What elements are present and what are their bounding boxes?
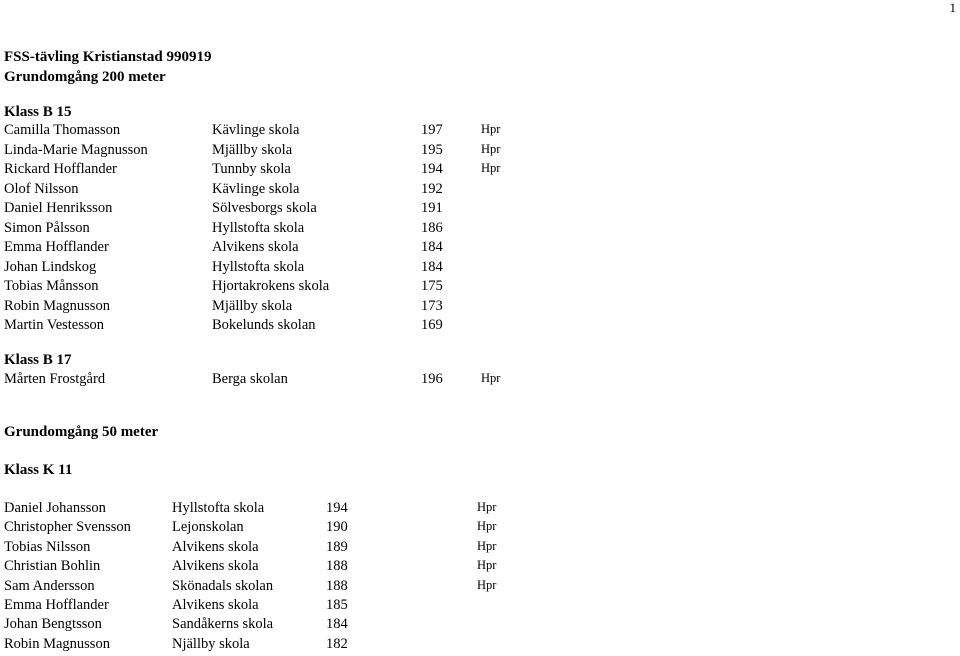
result-school: Lejonskolan (172, 519, 244, 536)
result-row (0, 142, 960, 162)
result-score: 184 (421, 239, 443, 255)
class-b17-title: Klass B 17 (4, 352, 72, 368)
competition-title: FSS-tävling Kristianstad 990919 (4, 49, 212, 65)
result-name: Daniel Johansson (4, 500, 106, 516)
result-row (0, 539, 960, 559)
result-name: Sam Andersson (4, 577, 95, 594)
result-school: Kävlinge skola (212, 180, 300, 197)
result-name: Camilla Thomasson (4, 122, 121, 138)
result-row (0, 259, 960, 279)
result-name: Martin Vestesson (4, 317, 105, 333)
round-title: Grundomgång 200 meter (4, 69, 166, 85)
result-score: 175 (421, 278, 443, 294)
result-school: Sölvesborgs skola (212, 200, 317, 216)
result-row (0, 220, 960, 240)
result-row (0, 317, 960, 337)
result-row (0, 578, 960, 598)
result-row (0, 616, 960, 636)
result-school: Hjortakrokens skola (212, 278, 330, 294)
result-note: Hpr (477, 558, 497, 573)
result-name: Rickard Hofflander (4, 161, 117, 177)
result-score: 196 (421, 371, 443, 387)
class-b15-title: Klass B 15 (4, 104, 72, 120)
result-name: Daniel Henriksson (4, 200, 113, 216)
class-k11-title: Klass K 11 (4, 462, 73, 478)
result-school: Hyllstofta skola (172, 500, 265, 516)
result-school: Alvikens skola (172, 538, 259, 555)
result-score: 197 (421, 122, 443, 138)
result-score: 169 (421, 317, 443, 333)
result-school: Sandåkerns skola (172, 616, 274, 633)
result-school: Hyllstofta skola (212, 258, 305, 275)
result-row (0, 500, 960, 520)
result-name: Johan Lindskog (4, 258, 97, 275)
result-name: Simon Pålsson (4, 219, 90, 236)
result-note: Hpr (481, 141, 501, 156)
result-row (0, 278, 960, 298)
result-school: Skönadals skolan (172, 577, 274, 594)
result-note: Hpr (477, 577, 497, 592)
result-name: Emma Hofflander (4, 239, 109, 255)
result-score: 184 (421, 258, 443, 275)
result-name: Christopher Svensson (4, 519, 131, 536)
result-score: 194 (421, 161, 443, 177)
result-row (0, 239, 960, 259)
result-name: Robin Magnusson (4, 297, 110, 314)
result-school: Tunnby skola (212, 161, 291, 177)
result-school: Berga skolan (212, 371, 288, 387)
result-row (0, 558, 960, 578)
result-note: Hpr (481, 122, 501, 136)
result-name: Tobias Månsson (4, 278, 99, 294)
result-score: 190 (326, 519, 348, 536)
result-score: 189 (326, 538, 348, 555)
result-row (0, 371, 960, 391)
result-score: 173 (421, 297, 443, 314)
result-name: Tobias Nilsson (4, 538, 91, 555)
result-score: 184 (326, 616, 348, 633)
result-school: Mjällby skola (212, 141, 293, 158)
result-name: Olof Nilsson (4, 180, 79, 197)
result-row (0, 122, 960, 142)
result-school: Alvikens skola (172, 597, 259, 613)
result-note: Hpr (481, 371, 501, 385)
result-school: Alvikens skola (172, 558, 259, 575)
result-row (0, 161, 960, 181)
result-score: 192 (421, 180, 443, 197)
result-score: 182 (326, 635, 348, 652)
result-score: 186 (421, 219, 443, 236)
result-score: 191 (421, 200, 443, 216)
result-score: 195 (421, 141, 443, 158)
round-50m-title: Grundomgång 50 meter (4, 424, 159, 440)
result-name: Mårten Frostgård (4, 371, 106, 387)
result-name: Robin Magnusson (4, 635, 110, 652)
result-school: Mjällby skola (212, 297, 293, 314)
result-school: Hyllstofta skola (212, 219, 305, 236)
result-row (0, 636, 960, 656)
result-note: Hpr (477, 500, 497, 514)
document-header (4, 47, 212, 87)
result-school: Njällby skola (172, 635, 250, 652)
result-name: Emma Hofflander (4, 597, 109, 613)
result-name: Johan Bengtsson (4, 616, 102, 633)
result-score: 194 (326, 500, 348, 516)
result-name: Christian Bohlin (4, 558, 101, 575)
result-note: Hpr (481, 161, 501, 175)
result-row (0, 519, 960, 539)
result-school: Bokelunds skolan (212, 317, 316, 333)
page-number: 1 (949, 0, 956, 15)
result-score: 188 (326, 558, 348, 575)
result-row (0, 298, 960, 318)
result-row (0, 597, 960, 617)
result-school: Alvikens skola (212, 239, 299, 255)
result-name: Linda-Marie Magnusson (4, 141, 148, 158)
result-note: Hpr (477, 519, 497, 534)
result-score: 188 (326, 577, 348, 594)
result-row (0, 181, 960, 201)
result-row (0, 200, 960, 220)
result-note: Hpr (477, 538, 497, 553)
result-score: 185 (326, 597, 348, 613)
result-school: Kävlinge skola (212, 122, 300, 138)
